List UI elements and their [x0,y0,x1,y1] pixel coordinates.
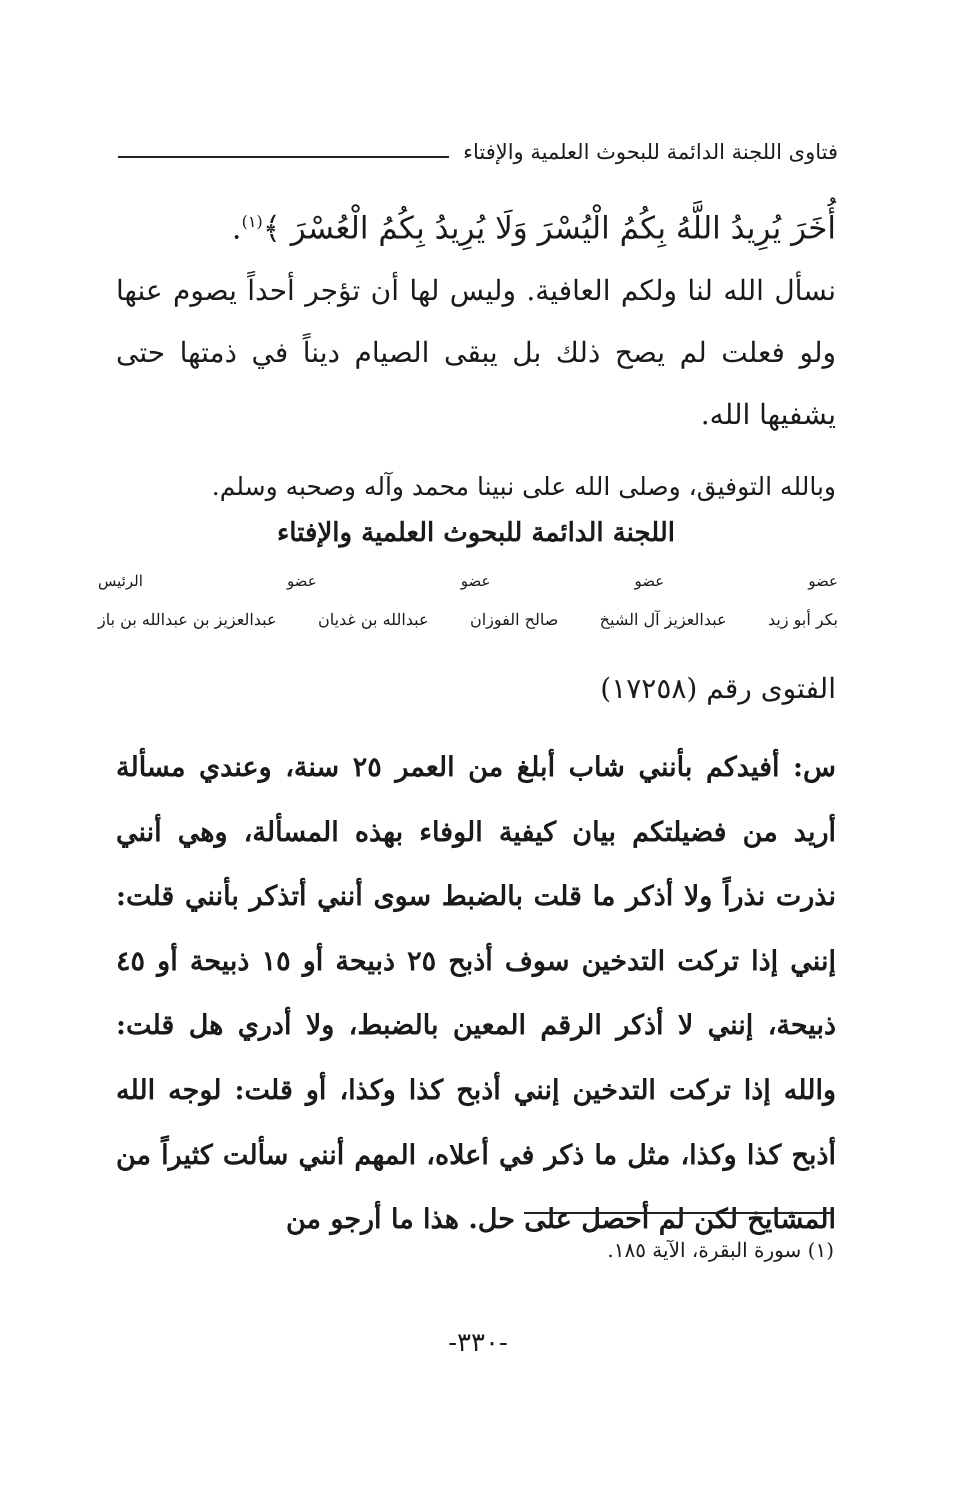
running-title: فتاوى اللجنة الدائمة للبحوث العلمية والإفتاء [463,140,838,164]
role-member-4: عضو [286,572,317,590]
name-president: عبدالعزيز بن عبدالله بن باز [98,610,277,629]
closing-line: وبالله التوفيق، وصلى الله على نبينا محمد وآله وصحبه وسلم. [211,472,836,501]
running-header [118,140,838,164]
footnote: (١) سورة البقرة، الآية ١٨٥. [607,1238,834,1262]
verse-end: . [231,210,242,247]
name-member-2: عبدالعزيز آل الشيخ [599,610,727,629]
footnote-rule [524,1212,834,1214]
role-member-2: عضو [634,572,665,590]
page-number: -٣٣٠- [448,1328,508,1358]
role-member-3: عضو [460,572,491,590]
role-president: الرئيس [98,572,143,590]
fatwa-number-heading: الفتوى رقم (١٧٢٥٨) [600,672,836,705]
quran-verse [116,192,836,258]
signature-roles [98,572,838,590]
role-member-1: عضو [808,572,838,590]
verse-footnote-marker: (١) [241,212,263,231]
verse-text: أُخَرَ يُرِيدُ اللَّهُ بِكُمُ الْيُسْرَ وَلَا يُرِيدُ بِكُمُ الْعُسْرَ ﴾ [262,210,836,247]
name-member-1: بكر أبو زيد [767,610,838,629]
name-member-4: عبدالله بن غديان [317,610,429,629]
name-member-3: صالح الفوزان [469,610,559,629]
committee-title: اللجنة الدائمة للبحوث العلمية والإفتاء [277,518,675,548]
question-paragraph: س: أفيدكم بأنني شاب أبلغ من العمر ٢٥ سنة، وعندي مسألة أريد من فضيلتكم بيان كيفية الوفاء بهذه المسألة، وهي أنني نذرت نذراً ولا أذكر ما قلت بالضبط سوى أنني أتذكر بأنني قلت: إنني إذا تركت التدخين سوف أذبح ٢٥ ذبيحة أو ١٥ ذبيحة أو ٤٥ ذبيحة، إنني لا أذكر الرقم المعين بالضبط، ولا أدري هل قلت: والله إذا تركت التدخين إنني أذبح كذا وكذا، أو قلت: لوجه الله أذبح كذا وكذا، مثل ما ذكر في أعلاه، المهم أنني سألت كثيراً من المشايخ لكن لم أحصل على حل. هذا ما أرجو من [116,752,836,1236]
answer-paragraph: نسأل الله لنا ولكم العافية. وليس لها أن تؤجر أحداً يصوم عنها ولو فعلت لم يصح ذلك بل يبقى الصيام ديناً في ذمتها حتى يشفيها الله. [116,274,836,431]
signature-names [98,610,838,629]
header-rule [118,156,449,158]
